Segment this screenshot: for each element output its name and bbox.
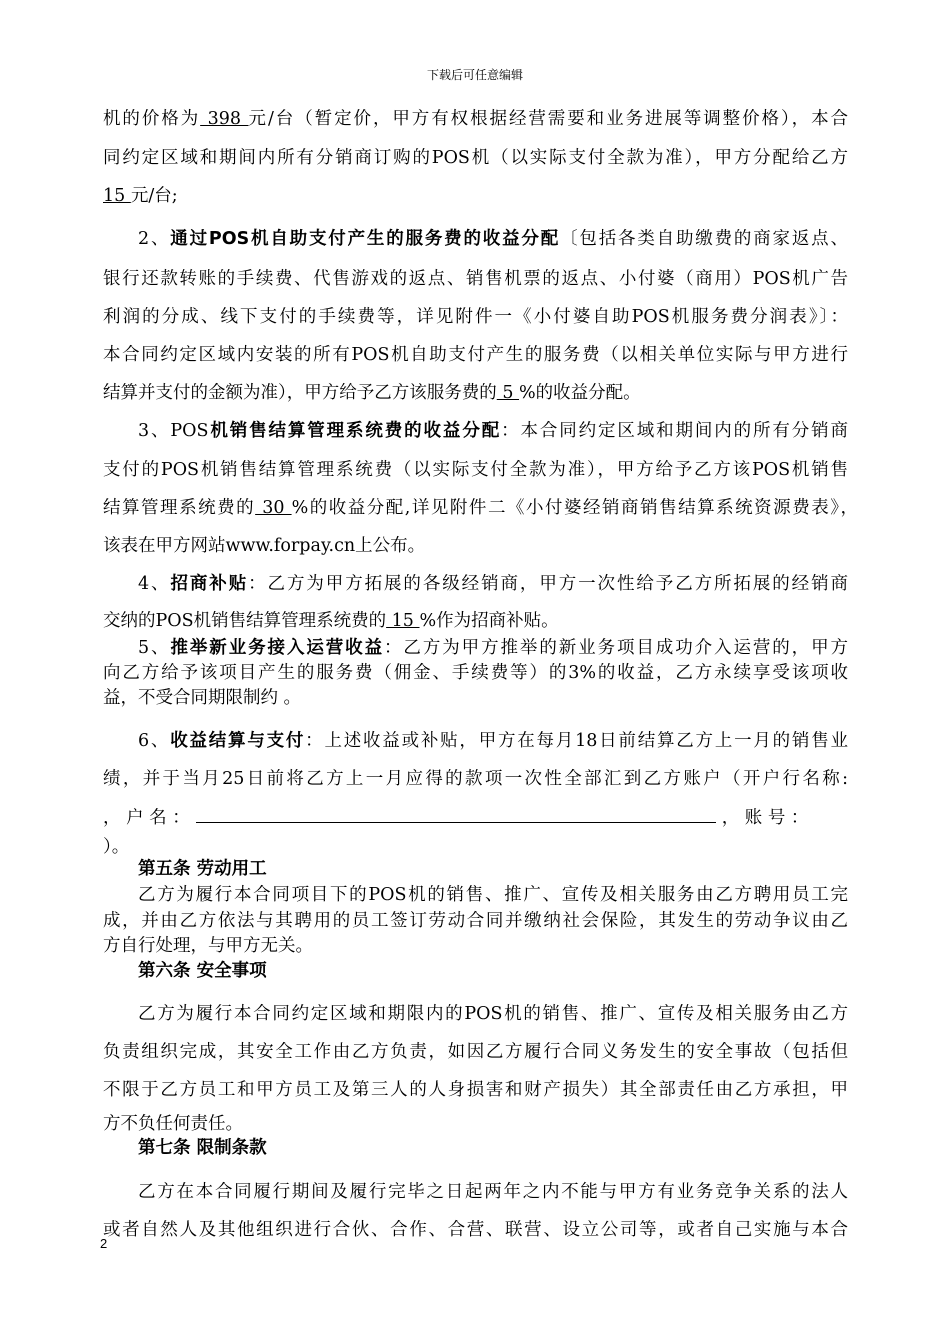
article-7-title: 第七条 限制条款	[138, 1138, 267, 1158]
allocation-value: 15	[103, 186, 131, 206]
a5-line-1: 乙方为履行本合同项目下的POS机的销售、推广、宣传及相关服务由乙方聘用员工完	[138, 885, 848, 905]
p6-line-1: 6、收益结算与支付：上述收益或补贴，甲方在每月18日前结算乙方上一月的销售业	[138, 731, 848, 751]
p5-line-3: 益，不受合同期限制约 。	[103, 688, 302, 708]
p3-heading: 机销售结算管理系统费的收益分配	[208, 421, 502, 441]
a6-line-3: 不限于乙方员工和甲方员工及第三人的人身损害和财产损失）其全部责任由乙方承担，甲	[103, 1080, 848, 1100]
system-fee-pct: 30	[255, 498, 292, 518]
p3-line-4: 该表在甲方网站www.forpay.cn上公布。	[103, 536, 426, 556]
a6-line-2: 负责组织完成，其安全工作由乙方负责，如因乙方履行合同义务发生的安全事故（包括但	[103, 1042, 848, 1062]
a6-line-1: 乙方为履行本合同约定区域和期限内的POS机的销售、推广、宣传及相关服务由乙方	[138, 1004, 848, 1024]
p5-line-2: 向乙方给予该项目产生的服务费（佣金、手续费等）的3%的收益，乙方永续享受该项收	[103, 663, 848, 683]
p2-line-2: 银行还款转账的手续费、代售游戏的返点、销售机票的返点、小付婆（商用）POS机广告	[103, 269, 848, 289]
a7-line-1: 乙方在本合同履行期间及履行完毕之日起两年之内不能与甲方有业务竞争关系的法人	[138, 1182, 848, 1202]
p6-line-4: ）。	[103, 837, 130, 857]
p3-line-1: 3、POS机销售结算管理系统费的收益分配：本合同约定区域和期间内的所有分销商	[138, 421, 849, 441]
p1-line-3: 15 元/台;	[103, 186, 178, 206]
p4-line-2: 交纳的POS机销售结算管理系统费的 15 %作为招商补贴。	[103, 611, 559, 631]
p1-line-1: 机的价格为 398 元/台（暂定价，甲方有权根据经营需要和业务进展等调整价格），本合	[103, 109, 848, 129]
a5-line-2: 成，并由乙方依法与其聘用的员工签订劳动合同并缴纳社会保险，其发生的劳动争议由乙	[103, 911, 848, 931]
p5-heading: 推举新业务接入运营收益	[170, 638, 385, 658]
p3-line-3: 结算管理系统费的 30 %的收益分配,详见附件二《小付婆经销商销售结算系统资源费表》，	[103, 498, 858, 518]
p6-line-3: ， 户 名 ： ， 账 号 ：	[103, 808, 809, 828]
subsidy-pct: 15	[386, 611, 420, 631]
p2-heading: 通过POS机自助支付产生的服务费的收益分配	[170, 229, 561, 249]
p2-line-1: 2、通过POS机自助支付产生的服务费的收益分配〔包括各类自助缴费的商家返点、	[138, 229, 848, 249]
page-header: 下载后可任意编辑	[426, 68, 523, 82]
p4-heading: 招商补贴	[170, 574, 249, 594]
p4-line-1: 4、招商补贴：乙方为甲方拓展的各级经销商，甲方一次性给予乙方所拓展的经销商	[138, 574, 849, 594]
p2-line-4: 本合同约定区域内安装的所有POS机自助支付产生的服务费（以相关单位实际与甲方进行	[103, 345, 848, 365]
service-fee-pct: 5	[496, 383, 520, 403]
p2-line-5: 结算并支付的金额为准），甲方给予乙方该服务费的 5 %的收益分配。	[103, 383, 641, 403]
p6-line-2: 绩，并于当月25日前将乙方上一月应得的款项一次性全部汇到乙方账户（开户行名称:	[103, 769, 848, 789]
article-5-title: 第五条 劳动用工	[138, 859, 267, 879]
price-value: 398	[200, 109, 249, 129]
p1-line-2: 同约定区域和期间内所有分销商订购的POS机（以实际支付全款为准），甲方分配给乙方	[103, 148, 848, 168]
p2-line-3: 利润的分成、线下支付的手续费等，详见附件一《小付婆自助POS机服务费分润表》〕：	[103, 307, 848, 327]
article-6-title: 第六条 安全事项	[138, 961, 267, 981]
p5-line-1: 5、推举新业务接入运营收益：乙方为甲方推举的新业务项目成功介入运营的，甲方	[138, 638, 849, 658]
p6-heading: 收益结算与支付	[170, 731, 306, 751]
a7-line-2: 或者自然人及其他组织进行合伙、合作、合营、联营、设立公司等，或者自己实施与本合	[103, 1220, 848, 1240]
p3-line-2: 支付的POS机销售结算管理系统费（以实际支付全款为准），甲方给予乙方该POS机销售	[103, 460, 848, 480]
a6-line-4: 方不负任何责任。	[103, 1114, 243, 1134]
page-number: 2	[100, 1236, 108, 1251]
account-name-blank	[196, 806, 716, 823]
a5-line-3: 方自行处理，与甲方无关。	[103, 936, 313, 956]
